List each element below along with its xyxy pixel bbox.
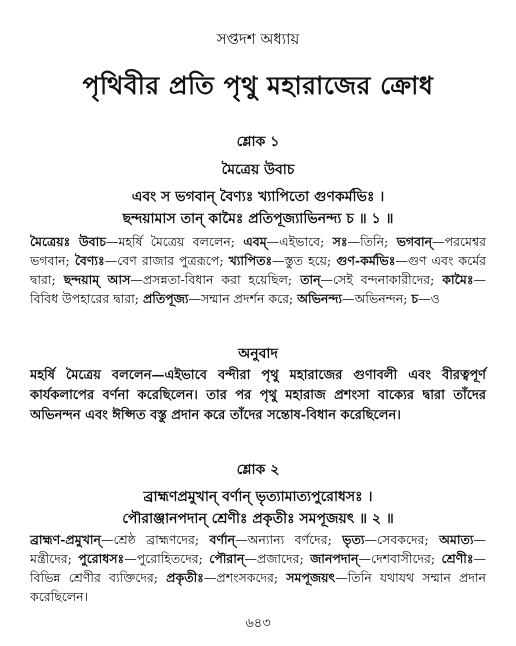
synonym-term: বৈণ্যঃ (74, 253, 105, 268)
synonym-term: চ (411, 291, 419, 306)
synonym-term: পুরোধসঃ (78, 551, 125, 566)
chapter-title: পৃথিবীর প্রতি পৃথু মহারাজের ক্রোধ (82, 71, 434, 100)
synonym-term: সমপূজয়ৎ (286, 570, 336, 585)
synonym-meaning: —প্রজাদের; (244, 551, 311, 566)
verse-1-line-2: ছন্দয়ামাস তান্ কামৈঃ প্রতিপূজ্যাভিনন্দ্য চ ॥ ১ ॥ (122, 211, 394, 227)
synonym-meaning: —শ্রেষ্ঠ ব্রাহ্মণদের; (101, 532, 210, 547)
verse-1-speaker: মৈত্রেয় উবাচ (221, 162, 295, 178)
synonym-term: ভৃত্য (342, 532, 365, 547)
verse-2-line-2: পৌরাঞ্জানপদান্ শ্রেণীঃ প্রকৃতীঃ সমপূজয়ৎ ॥ ২ ॥ (122, 511, 394, 527)
page-number: ৬৪৩ (245, 616, 271, 631)
synonym-meaning: —পুরোহিতদের; (124, 551, 210, 566)
synonym-meaning: —সেবকদের; (364, 532, 440, 547)
synonym-meaning: —স্তুত হয়ে; (272, 253, 337, 268)
synonym-term: পৌরান্ (209, 551, 245, 566)
synonym-meaning: —বিভিন্ন শ্রেণীর ব্যক্তিদের; (30, 551, 486, 585)
synonym-meaning: —ও (418, 291, 440, 306)
synonym-term: ভগবান্ (396, 234, 433, 249)
synonym-meaning: —তিনি; (347, 234, 397, 249)
verse-1-translation: মহর্ষি মৈত্রেয় বললেন—এইভাবে বন্দীরা পৃথু মহারাজের গুণাবলী এবং বীরত্বপূর্ণ কার্যকলাপের বর্ণনা করেছিলেন। তার পর পৃথু মহারাজ প্রশংসা বাক্যের দ্বারা তাঁদের অভিনন্দন এবং ঈপ্সিত বস্তু প্রদান করে তাঁদের সন্তোষ-বিধান করেছিলেন। (30, 368, 486, 423)
synonym-term: খ্যাপিতঃ (228, 253, 273, 268)
synonym-term: কামৈঃ (442, 272, 474, 287)
synonym-term: এবম্ (243, 234, 267, 249)
verse-1-line-1: এবং স ভগবান্ বৈণ্যঃ খ্যাপিতো গুণকর্মভিঃ । (131, 189, 385, 205)
synonym-term: অমাত্য (439, 532, 474, 547)
synonym-term: প্রতিপূজ্য (142, 291, 189, 306)
synonym-meaning: —প্রসন্নতা-বিধান করা হয়েছিল; (130, 272, 301, 287)
synonym-term: শ্রেণীঃ (441, 551, 474, 566)
synonym-meaning: —বেণ রাজার পুত্ররূপে; (104, 253, 229, 268)
verse-1-header (30, 130, 486, 230)
synonym-term: অভিনন্দ্য (297, 291, 343, 306)
synonym-term: সঃ (332, 234, 348, 249)
synonym-meaning: —মন্ত্রীদের; (30, 532, 486, 566)
verse-1-number: শ্লোক ১ (236, 134, 280, 150)
synonym-term: প্রকৃতীঃ (166, 570, 204, 585)
synonym-term: গুণ-কর্মভিঃ (336, 253, 396, 268)
synonym-term: ছন্দয়াম্ আস (63, 272, 131, 287)
synonym-term: মৈত্রেয়ঃ উবাচ (30, 234, 106, 249)
synonym-meaning: —এইভাবে; (266, 234, 333, 249)
verse-2-line-1: ব্রাহ্মণপ্রমুখান্ বর্ণান্ ভৃত্যামাত্যপুরোধসঃ । (143, 489, 373, 505)
synonym-meaning: —মহর্ষি মৈত্রেয় বললেন; (105, 234, 244, 249)
synonym-meaning: —পরমেশ্বর ভগবান; (30, 234, 486, 268)
synonym-meaning: —প্রশংসকদের; (203, 570, 287, 585)
synonym-meaning: —অন্যান্য বর্ণদের; (235, 532, 343, 547)
synonym-term: তান্ (300, 272, 321, 287)
verse-2-synonyms (30, 530, 486, 606)
synonym-term: বর্ণান্ (209, 532, 236, 547)
translation-heading: অনুবাদ (238, 346, 278, 362)
chapter-label: সপ্তদশ অধ্যায় (216, 30, 300, 48)
verse-1-synonyms (30, 232, 486, 308)
synonym-term: জানপদান্ (310, 551, 359, 566)
synonym-term: ব্রাহ্মণ-প্রমুখান্ (30, 532, 101, 547)
verse-2-header (30, 458, 486, 530)
synonym-meaning: —গুণ এবং কর্মের দ্বারা; (30, 253, 487, 287)
verse-2-number: শ্লোক ২ (236, 462, 280, 478)
synonym-meaning: —সেই বন্দনাকারীদের; (320, 272, 443, 287)
synonym-meaning: —দেশবাসীদের; (358, 551, 442, 566)
synonym-meaning: —অভিনন্দন; (342, 291, 412, 306)
synonym-meaning: —সম্মান প্রদর্শন করে; (188, 291, 298, 306)
synonym-meaning: —তিনি যথাযথ সম্মান প্রদান করেছিলেন। (30, 570, 486, 604)
synonym-meaning: —বিবিধ উপহারের দ্বারা; (30, 272, 486, 306)
